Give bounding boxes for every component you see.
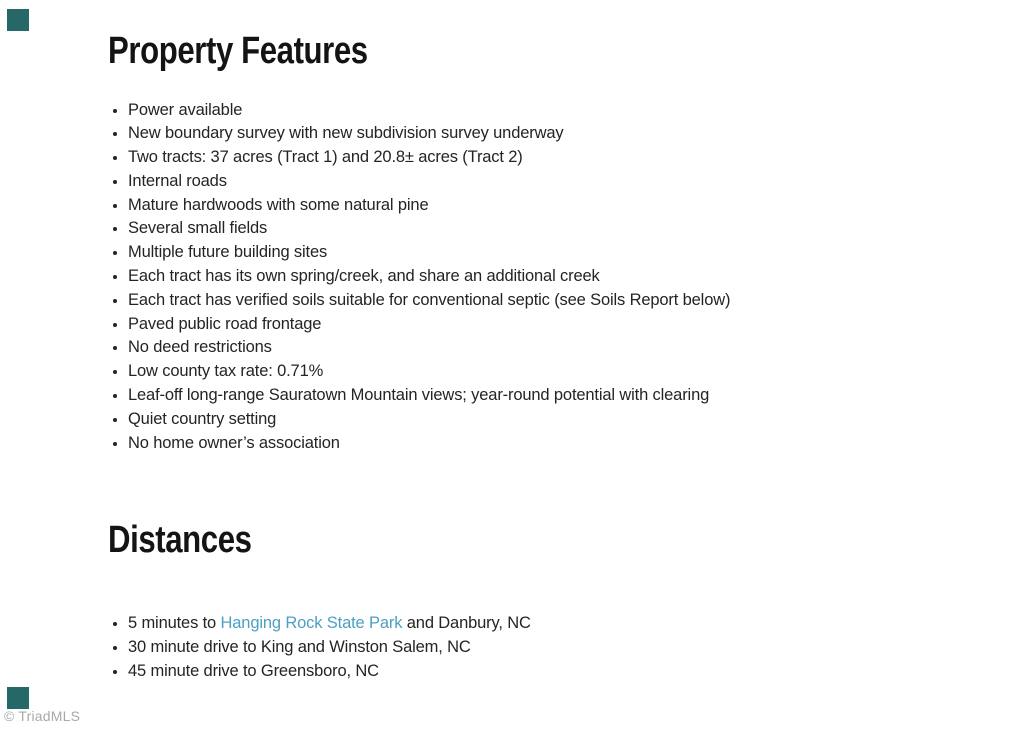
feature-item: • No deed restrictions: [128, 336, 888, 360]
property-features-list: [108, 99, 888, 456]
feature-item: • New boundary survey with new subdivision survey underway: [128, 122, 888, 146]
hanging-rock-state-park-link[interactable]: Hanging Rock State Park: [220, 613, 403, 632]
feature-item: • Internal roads: [128, 170, 888, 194]
listing-description-content: [108, 0, 888, 683]
teal-marker-bottom-left: [7, 687, 29, 709]
feature-item: • Each tract has verified soils suitable for conventional septic (see Soils Report below): [128, 289, 888, 313]
distance-item: • 30 minute drive to King and Winston Salem, NC: [128, 636, 888, 660]
feature-item: • Mature hardwoods with some natural pine: [128, 194, 888, 218]
triadmls-watermark: © TriadMLS: [4, 708, 81, 724]
feature-item: • Paved public road frontage: [128, 313, 888, 337]
feature-item: • Several small fields: [128, 217, 888, 241]
feature-item: • Quiet country setting: [128, 408, 888, 432]
distance-item: • 45 minute drive to Greensboro, NC: [128, 660, 888, 684]
distance-item: • 5 minutes to Hanging Rock State Park and Danbury, NC: [128, 612, 888, 636]
feature-item: • Leaf-off long-range Sauratown Mountain views; year-round potential with clearing: [128, 384, 888, 408]
distances-heading: Distances: [108, 519, 252, 562]
feature-item: • Multiple future building sites: [128, 241, 888, 265]
teal-marker-top-left: [7, 9, 29, 31]
feature-item: • Each tract has its own spring/creek, and share an additional creek: [128, 265, 888, 289]
distances-list: [108, 612, 888, 683]
feature-item: • Power available: [128, 99, 888, 123]
property-features-heading: Property Features: [108, 30, 368, 72]
feature-item: • No home owner’s association: [128, 432, 888, 456]
feature-item: • Low county tax rate: 0.71%: [128, 360, 888, 384]
feature-item: • Two tracts: 37 acres (Tract 1) and 20.8± acres (Tract 2): [128, 146, 888, 170]
